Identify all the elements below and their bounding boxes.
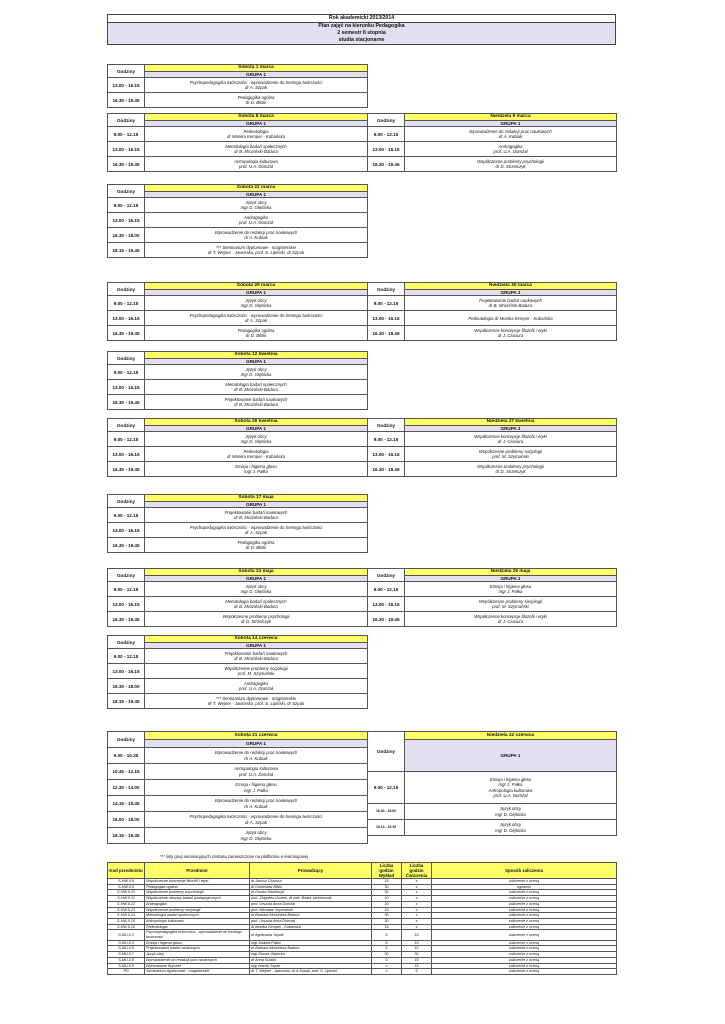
summary-cell: S-MU.II.7 <box>108 952 145 958</box>
hours-header: Godziny <box>108 636 145 649</box>
time-cell: 13.00 - 16.15 <box>108 142 145 157</box>
summary-cell: zaliczenie z oceną <box>432 946 617 952</box>
time-cell: 13.00 - 16.15 <box>108 311 145 326</box>
time-cell: 9.00 - 12.15 <box>108 198 145 213</box>
summary-cell: x <box>402 918 432 924</box>
time-cell: 16.30 - 19.45 <box>368 157 405 172</box>
time-cell: 14.15 - 15.45 <box>108 796 145 812</box>
summary-cell: zaliczenie z oceną <box>432 913 617 919</box>
time-cell: 16.30 - 19.45 <box>368 326 405 341</box>
schedule-block <box>367 418 617 477</box>
time-cell: 18.15 - 19.45 <box>108 828 145 844</box>
group-header: GRUPA 1 <box>145 426 368 432</box>
class-cell: Język obcy mgr D. Głębicka <box>145 365 368 380</box>
time-cell: 16.00 - 18.00 <box>108 812 145 828</box>
summary-header-cell: Przedmiot <box>145 863 250 879</box>
class-cell: Język obcy mgr D. Głębicka <box>145 582 368 597</box>
time-cell: 9.00 - 12.15 <box>368 772 405 804</box>
class-cell: Współczesne koncepcje filozofii i etyki dr J. Ciuciura <box>405 326 617 341</box>
summary-cell: 30 <box>372 901 402 907</box>
schedule-block <box>367 113 617 172</box>
summary-cell: x <box>402 901 432 907</box>
summary-cell: zaliczenie z oceną <box>432 952 617 958</box>
summary-header-cell: Prowadzący <box>250 863 372 879</box>
summary-cell: x <box>402 879 432 885</box>
day-header: Sobota 24 maja <box>145 569 368 576</box>
day-table <box>367 568 617 627</box>
summary-cell: S-HW.II.9 <box>108 884 145 890</box>
class-cell: Metodologia badań społecznych dr B. Mroziński-Badura <box>145 380 368 395</box>
summary-cell: S-HW.II.16 <box>108 924 145 930</box>
time-cell: 13.00 - 16.15 <box>368 311 405 326</box>
time-cell: 16.30 - 19.45 <box>368 462 405 477</box>
schedule-block-june22 <box>367 731 617 836</box>
summary-cell: Andragogika <box>145 901 250 907</box>
time-cell: 9.00 - 12.15 <box>108 508 145 523</box>
summary-cell: dr Dobiesław Bilski <box>250 884 372 890</box>
summary-cell: 15 <box>402 957 432 963</box>
summary-cell: x <box>402 890 432 896</box>
summary-header-cell: Kod przedmiotu <box>108 863 145 879</box>
summary-cell: Psychopedagogika twórczości - wprowadzenie do treningu twórczości <box>145 930 250 940</box>
class-cell: *** Seminarium dyplomowe - magisterskie dr T. Wejner - Jaworska, prof. S. Lipiński, dr Szpak <box>145 694 368 709</box>
summary-cell: Metodologia badań społecznych <box>145 913 250 919</box>
summary-cell: 30 <box>402 952 432 958</box>
hours-header: Godziny <box>368 419 405 432</box>
class-cell: Współczesne problemy socjologii prof. M. Szymański <box>405 447 617 462</box>
day-header: Sobota 14 czerwca <box>145 636 368 643</box>
summary-cell: mgr Jolanta Pałka <box>250 940 372 946</box>
class-cell: Język obcy mgr D. Głębicka <box>405 804 617 820</box>
group-header: GRUPA 1 <box>405 426 617 432</box>
day-header: Niedziela 30 marca <box>405 283 617 290</box>
class-cell: Pedeutologia dr Monika Kemper - Kubańska <box>405 311 617 326</box>
time-cell: 9.00 - 12.15 <box>108 432 145 447</box>
class-cell: Wprowadzenie do redakcji prac naukowych dr A. Kubiak <box>145 748 368 764</box>
class-cell: Wprowadzenie do redakcji prac naukowych dr A. Kubiak <box>145 228 368 243</box>
schedule-block <box>107 418 368 477</box>
class-cell: *** Seminarium dyplomowe - magisterskie dr T. Wejner - Jaworska, prof. S. Lipiński, dr Szpak <box>145 243 368 258</box>
summary-cell: 15 <box>372 907 402 913</box>
class-cell: Pedeutologia dr Monika Kemper - Kubańska <box>145 127 368 142</box>
summary-cell: mgr Maciej Szpak <box>250 963 372 969</box>
time-cell: 13.00 - 16.15 <box>108 447 145 462</box>
time-cell: 9.00 - 12.15 <box>108 127 145 142</box>
class-cell: Pedeutologia dr Monika Kemper - Kubańska <box>145 447 368 462</box>
class-cell: Projektowanie badań naukowych dr B. Mroziński-Badura <box>145 649 368 664</box>
class-cell: Projektowanie badań naukowych dr B. Mroziński-Badura <box>405 296 617 311</box>
day-header: Sobota 1 marca <box>145 65 368 72</box>
summary-cell: zaliczenie z oceną <box>432 890 617 896</box>
time-cell: 13.00 - 16.15 <box>108 597 145 612</box>
group-header: GRUPA 1 <box>145 643 368 649</box>
group-header: GRUPA 1 <box>405 576 617 582</box>
summary-cell: zaliczenie z oceną <box>432 901 617 907</box>
class-cell: Współczesne problemy psychologii dr D. Strzelczyk <box>145 612 368 627</box>
summary-cell: S-HW.II.11 <box>108 896 145 902</box>
time-cell: 16.30 - 19.45 <box>108 612 145 627</box>
semester-label: 2 semestr II stopnia <box>337 30 386 36</box>
day-header: Sobota 12 kwietnia <box>145 352 368 359</box>
schedule-block <box>107 635 368 709</box>
summary-cell: 30 <box>372 913 402 919</box>
summary-cell: 5 <box>372 930 402 940</box>
class-cell: Emisja i higiena głosu mgr J. Pałka <box>145 780 368 796</box>
time-cell: 16.30 - 19.45 <box>108 93 145 108</box>
class-cell: Metodologia badań społecznych dr B. Mroziński-Badura <box>145 142 368 157</box>
summary-cell: 10 <box>402 946 432 952</box>
summary-cell: dr Anna Kubiak <box>250 957 372 963</box>
group-header: GRUPA 1 <box>405 290 617 296</box>
seminar-note: *** listy grup seminaryjnych zostaną zamieszczone na platformie e-learningowej <box>160 854 309 859</box>
summary-cell: Pedeutologia <box>145 924 250 930</box>
summary-cell: x <box>372 969 402 975</box>
summary-cell: zaliczenie z oceną <box>432 924 617 930</box>
day-table <box>107 282 368 341</box>
schedule-block <box>107 184 368 258</box>
summary-cell: S-MU.II.3 <box>108 930 145 940</box>
time-cell: 16.30 - 19.45 <box>108 326 145 341</box>
summary-cell: 5 <box>372 957 402 963</box>
page-header <box>107 14 616 45</box>
summary-cell: zaliczenie z oceną <box>432 918 617 924</box>
summary-cell: Projektowanie badań naukowych <box>145 946 250 952</box>
summary-cell: S-HW.II.12 <box>108 901 145 907</box>
class-cell: Antropologia kulturowa prof. U.A. Domżał <box>145 764 368 780</box>
class-cell: Język obcy mgr D. Głębicka <box>405 820 617 836</box>
class-cell: Pedagogika ogólna dr D. Bilski <box>145 326 368 341</box>
time-cell: 16.30 - 18.00 <box>368 804 405 820</box>
group-header: GRUPA 1 <box>145 576 368 582</box>
summary-cell: x <box>402 913 432 919</box>
summary-cell: zaliczenie z oceną <box>432 963 617 969</box>
day-header: Sobota 21 czerwca <box>145 732 368 740</box>
summary-cell: prof. Urszula Anna Domżał <box>250 901 372 907</box>
time-cell: 9.00 - 12.15 <box>108 582 145 597</box>
hours-header: Godziny <box>108 352 145 365</box>
summary-cell: Język obcy <box>145 952 250 958</box>
day-header: Sobota 29 marca <box>145 283 368 290</box>
summary-cell: 15 <box>402 930 432 940</box>
study-mode: studia stacjonarne <box>338 37 385 43</box>
time-cell: 13.00 - 16.15 <box>108 523 145 538</box>
hours-header: Godziny <box>108 65 145 78</box>
summary-cell: dr Monika Kemper - Kubańska <box>250 924 372 930</box>
day-table <box>107 494 368 553</box>
summary-cell: 5 <box>372 946 402 952</box>
summary-cell: S-HW.II.13 <box>108 907 145 913</box>
summary-cell: mgr Dorota Głębicka <box>250 952 372 958</box>
class-cell: Andragogika prof. U.A. Domżał <box>405 142 617 157</box>
hours-header: Godziny <box>108 185 145 198</box>
class-cell: Andragogika prof. U.A. Domżał <box>145 213 368 228</box>
summary-cell: S-HW.II.9 <box>108 879 145 885</box>
summary-cell: x <box>402 896 432 902</box>
time-cell: 9.00 - 12.15 <box>108 649 145 664</box>
hours-header: Godziny <box>108 114 145 127</box>
summary-cell: x <box>402 924 432 930</box>
time-cell: 9.00 - 12.15 <box>368 432 405 447</box>
summary-cell: Współczesne obszary badań pedagogicznych <box>145 896 250 902</box>
schedule-block <box>107 282 368 341</box>
summary-cell: dr Barbara Mrozińska-Badura <box>250 913 372 919</box>
class-cell: Emisja i higiena głosu mgr J. Pałka <box>405 582 617 597</box>
group-header: GRUPA 1 <box>145 72 368 78</box>
time-cell: 13.00 - 16.15 <box>368 597 405 612</box>
summary-header-row <box>108 863 617 879</box>
hours-header: Godziny <box>108 569 145 582</box>
summary-cell: 30 <box>372 890 402 896</box>
summary-cell: x <box>402 884 432 890</box>
time-cell: 9.00 - 12.15 <box>368 296 405 311</box>
summary-cell: 10 <box>372 896 402 902</box>
summary-cell: 30 <box>372 918 402 924</box>
summary-cell: zaliczenie z oceną <box>432 969 617 975</box>
summary-cell: S-MU.II.9 <box>108 963 145 969</box>
time-cell: 9.00 - 12.15 <box>108 365 145 380</box>
plan-title: Plan zajęć na kierunku Pedagogika <box>318 23 405 29</box>
group-header: GRUPA 1 <box>145 121 368 127</box>
class-cell: Antropologia kulturowa prof. U.A. Domżał <box>145 157 368 172</box>
day-table <box>107 184 368 258</box>
summary-cell: zaliczenie z oceną <box>432 879 617 885</box>
summary-cell: 30 <box>372 952 402 958</box>
summary-table <box>107 862 617 975</box>
summary-cell: Wprowadzenie do redakcji prac naukowych <box>145 957 250 963</box>
hours-header: Godziny <box>108 283 145 296</box>
summary-row <box>108 930 617 940</box>
time-cell: 13.00 - 16.15 <box>368 142 405 157</box>
summary-cell: 15 <box>372 879 402 885</box>
summary-header-cell: Sposób zaliczenia <box>432 863 617 879</box>
day-header: Sobota 26 kwietnia <box>145 419 368 426</box>
day-header: Sobota 22 marca <box>145 185 368 192</box>
hours-header: Godziny <box>368 569 405 582</box>
academic-year: Rok akademicki 2013/2014 <box>108 15 615 23</box>
time-cell: 13.00 - 16.15 <box>108 380 145 395</box>
hours-header: Godziny <box>368 114 405 127</box>
schedule-block <box>107 568 368 627</box>
class-cell: Psychopedagogika twórczości - wprowadzenie do treningu twórczości dr A. Szpak <box>145 311 368 326</box>
schedule-block <box>107 113 368 172</box>
summary-cell: dr Barbara Mrozińska-Badura <box>250 946 372 952</box>
schedule-block-june21 <box>107 731 368 844</box>
time-cell: 18.15 - 19.45 <box>368 820 405 836</box>
summary-cell: x <box>372 963 402 969</box>
time-cell: 9.00 - 12.15 <box>368 582 405 597</box>
class-cell: Język obcy mgr D. Głębicka <box>145 432 368 447</box>
time-cell: 16.30 - 19.45 <box>108 538 145 553</box>
day-table <box>367 418 617 477</box>
class-cell: Emisja i higiena głosu mgr J. Pałka Antropologia kulturowa prof. U.A. Domżał <box>405 772 617 804</box>
day-header: Niedziela 9 marca <box>405 114 617 121</box>
time-cell: 13.00 - 16.15 <box>368 447 405 462</box>
hours-header: Godziny <box>368 732 405 772</box>
summary-cell: zaliczenie z oceną <box>432 957 617 963</box>
summary-cell: Wychowanie fizyczne <box>145 963 250 969</box>
summary-cell: S-HW.II.14 <box>108 913 145 919</box>
summary-cell: zaliczenie z oceną <box>432 907 617 913</box>
summary-cell: x <box>402 907 432 913</box>
summary-cell: dr Agnieszka Szpak <box>250 930 372 940</box>
summary-cell: zaliczenie z oceną <box>432 940 617 946</box>
class-cell: Współczesne problemy psychologii dr D. Strzelczyk <box>405 157 617 172</box>
day-header: Sobota 17 maja <box>145 495 368 502</box>
summary-cell: Antropologia kulturowa <box>145 918 250 924</box>
summary-cell: 15 <box>402 940 432 946</box>
summary-cell: Współczesne problemy psychologii <box>145 890 250 896</box>
group-header: GRUPA 1 <box>145 192 368 198</box>
group-header: GRUPA 1 <box>145 740 368 748</box>
time-cell: 9.00 - 10.30 <box>108 748 145 764</box>
class-cell: Metodologia badań społecznych dr B. Mroziński-Badura <box>145 597 368 612</box>
schedule-block <box>107 64 368 108</box>
group-header: GRUPA 1 <box>145 359 368 365</box>
class-cell: Wprowadzenie do redakcji prac naukowych dr A. Kubiak <box>405 127 617 142</box>
day-table <box>367 113 617 172</box>
schedule-block <box>367 282 617 341</box>
class-cell: Współczesne problemy psychologii dr D. Strzelczyk <box>405 462 617 477</box>
day-table <box>107 64 368 108</box>
summary-cell: prof. Zbigniew Gontek, dr hab. Beata Jachimczak <box>250 896 372 902</box>
summary-header-cell: Liczba godzin Ćwiczenia <box>402 863 432 879</box>
time-cell: 18.15 - 19.45 <box>108 243 145 258</box>
class-cell: Psychopedagogika twórczości - wprowadzenie do treningu twórczości dr A. Szpak <box>145 523 368 538</box>
summary-cell: Współczesne problemy socjologii <box>145 907 250 913</box>
summary-cell: 15 <box>402 963 432 969</box>
day-table <box>107 635 368 709</box>
day-table <box>107 113 368 172</box>
day-header: Niedziela 25 maja <box>405 569 617 576</box>
summary-cell: prof. Urszula Anna Domżał <box>250 918 372 924</box>
summary-cell: Emisja i higiena głosu <box>145 940 250 946</box>
day-table <box>107 418 368 477</box>
hours-header: Godziny <box>108 495 145 508</box>
class-cell: Pedagogika ogólna dr D. Bilski <box>145 93 368 108</box>
hours-header: Godziny <box>108 419 145 432</box>
day-header: Niedziela 22 czerwca <box>405 732 617 740</box>
group-header: GRUPA 1 <box>145 502 368 508</box>
summary-cell: egzamin <box>432 884 617 890</box>
class-cell: Emisja i higiena głosu mgr J. Pałka <box>145 462 368 477</box>
day-table <box>107 351 368 410</box>
time-cell: 9.00 - 12.15 <box>108 296 145 311</box>
day-header: Niedziela 27 kwietnia <box>405 419 617 426</box>
time-cell: 16.30 - 19.45 <box>108 157 145 172</box>
time-cell: 13.00 - 16.15 <box>108 78 145 93</box>
class-cell: Współczesne koncepcje filozofii i etyki dr J. Ciuciura <box>405 432 617 447</box>
time-cell: 16.30 - 19.45 <box>108 395 145 410</box>
time-cell: 18.15 - 19.45 <box>108 694 145 709</box>
subject-summary <box>107 862 617 975</box>
class-cell: Język obcy mgr D. Głębicka <box>145 828 368 844</box>
group-header: GRUPA 1 <box>145 290 368 296</box>
summary-cell: Współczesne koncepcje filozofii i etyki <box>145 879 250 885</box>
time-cell: 16.30 - 18.00 <box>108 679 145 694</box>
hours-header: Godziny <box>108 732 145 748</box>
time-cell: 12.30 - 14.00 <box>108 780 145 796</box>
summary-cell: Seminarium dyplomowe - magisterskie <box>145 969 250 975</box>
summary-cell: Pedagogika ogólna <box>145 884 250 890</box>
summary-cell: zaliczenie z oceną <box>432 896 617 902</box>
time-cell: 10.45 - 12.15 <box>108 764 145 780</box>
summary-cell: PD <box>108 969 145 975</box>
day-header: Sobota 8 marca <box>145 114 368 121</box>
class-cell: Andragogika prof. U.A. Domżał <box>145 679 368 694</box>
summary-cell: S-MU.II.5 <box>108 946 145 952</box>
summary-cell: 15 <box>372 924 402 930</box>
group-header: GRUPA 1 <box>405 740 617 772</box>
summary-cell: zaliczenie z oceną <box>432 930 617 940</box>
schedule-block <box>107 351 368 410</box>
time-cell: 16.30 - 19.45 <box>108 462 145 477</box>
class-cell: Wprowadzenie do redakcji prac naukowych dr A. Kubiak <box>145 796 368 812</box>
day-table <box>107 568 368 627</box>
class-cell: Projektowanie badań naukowych dr B. Mroziński-Badura <box>145 395 368 410</box>
summary-cell: S-MU.II.8 <box>108 957 145 963</box>
time-cell: 16.30 - 18.00 <box>108 228 145 243</box>
summary-row <box>108 969 617 975</box>
time-cell: 13.00 - 16.15 <box>108 664 145 679</box>
summary-cell: dr T. Wejner - Jaworska, dr A.Szpak, prof. S. Lipiński <box>250 969 372 975</box>
summary-header-cell: Liczba godzin Wykład <box>372 863 402 879</box>
day-table-june22 <box>367 731 617 836</box>
time-cell: 13.00 - 16.15 <box>108 213 145 228</box>
summary-cell: S-MU.II.4 <box>108 940 145 946</box>
class-cell: Język obcy mgr D. Głębicka <box>145 198 368 213</box>
summary-cell: 30 <box>372 884 402 890</box>
group-header: GRUPA 1 <box>405 121 617 127</box>
hours-header: Godziny <box>368 283 405 296</box>
time-cell: 16.30 - 19.45 <box>368 612 405 627</box>
schedule-block <box>107 494 368 553</box>
class-cell: Pedagogika ogólna dr D. Bilski <box>145 538 368 553</box>
summary-cell: S-HW.II.10 <box>108 890 145 896</box>
class-cell: Współczesne problemy socjologii prof. M. Szymański <box>145 664 368 679</box>
class-cell: Współczesne problemy socjologii prof. M. Szymański <box>405 597 617 612</box>
schedule-block <box>367 568 617 627</box>
summary-cell: dr Dorota Strzelczyk <box>250 890 372 896</box>
day-table-june21 <box>107 731 368 844</box>
summary-cell: dr Janusz Ciuciura <box>250 879 372 885</box>
class-cell: Język obcy mgr D. Głębicka <box>145 296 368 311</box>
summary-cell: S-HW.II.15 <box>108 918 145 924</box>
class-cell: Psychopedagogika twórczości - wprowadzenie do treningu twórczości dr A. Szpak <box>145 78 368 93</box>
summary-cell: 5 <box>372 940 402 946</box>
summary-cell: 5 <box>402 969 432 975</box>
day-table <box>367 282 617 341</box>
class-cell: Projektowanie badań naukowych dr B. Mroziński-Badura <box>145 508 368 523</box>
class-cell: Psychopedagogika twórczości - wprowadzenie do treningu twórczości dr A. Szpak <box>145 812 368 828</box>
time-cell: 9.00 - 12.15 <box>368 127 405 142</box>
summary-cell: prof. Mirosław Szymański <box>250 907 372 913</box>
class-cell: Współczesne koncepcje filozofii i etyki dr J. Ciuciura <box>405 612 617 627</box>
